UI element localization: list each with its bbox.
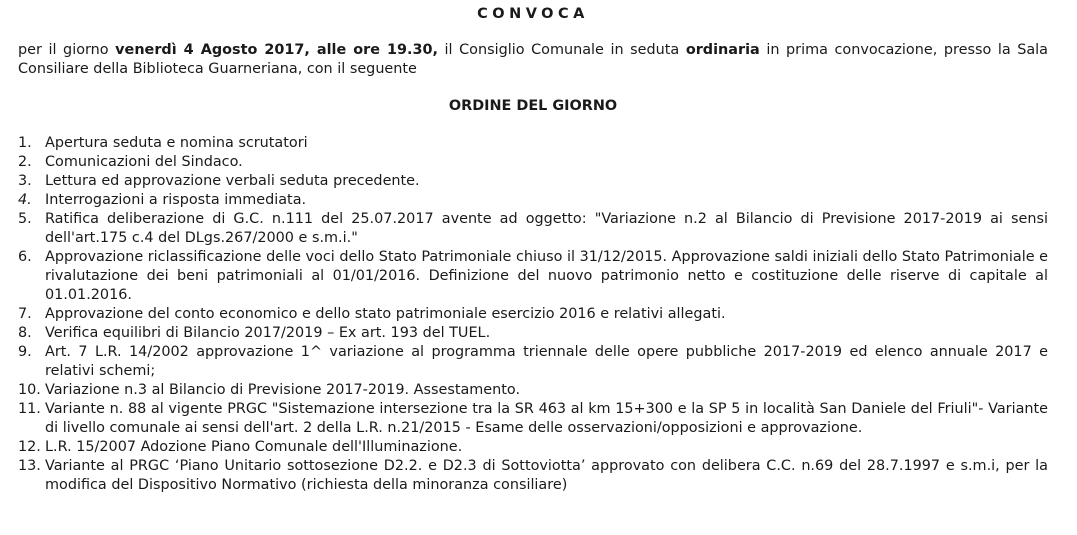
intro-text-2: il Consiglio Comunale in seduta — [437, 42, 686, 58]
agenda-item — [18, 191, 1048, 210]
agenda-item-number: 6. — [18, 249, 32, 265]
agenda-item-number: 11. — [18, 401, 41, 417]
agenda-item — [18, 343, 1048, 381]
agenda-item-number: 13. — [18, 458, 41, 474]
agenda-item-number: 8. — [18, 325, 32, 341]
agenda-item-number: 7. — [18, 306, 32, 322]
agenda-item-text: Verifica equilibri di Bilancio 2017/2019 – Ex art. 193 del TUEL. — [45, 325, 491, 341]
document-title: CONVOCA — [477, 6, 589, 22]
agenda-item-text: Ratifica deliberazione di G.C. n.111 del 25.07.2017 avente ad oggetto: "Variazione n.2 al Bilancio di Previsione 2017-2019 ai sensi dell'art.175 c.4 del DLgs.267/2000 e s.m.i." — [45, 211, 1048, 246]
agenda-item — [18, 305, 1048, 324]
agenda-item — [18, 248, 1048, 305]
agenda-item-number: 5. — [18, 211, 32, 227]
intro-text-1: per il giorno — [18, 42, 116, 58]
intro-text-3: in prima convocazione, presso la Sala Consiliare della Biblioteca Guarneriana, con il seguente — [18, 42, 1048, 77]
agenda-item-text: Variante al PRGC ‘Piano Unitario sottosezione D2.2. e D2.3 di Sottoviotta’ approvato con delibera C.C. n.69 del 28.7.1997 e s.m.i, per la modifica del Dispositivo Normativo (richiesta della minoranza consiliare) — [45, 458, 1048, 493]
agenda-item-text: Variante n. 88 al vigente PRGC "Sistemazione intersezione tra la SR 463 al km 15+300 e la SP 5 in località San Daniele del Friuli"- Variante di livello comunale ai sensi dell'art. 2 della L.R. n.21/2015 - Esame delle osservazioni/opposizioni e approvazione. — [45, 401, 1048, 436]
agenda-item — [18, 400, 1048, 438]
agenda-item-number: 2. — [18, 154, 32, 170]
agenda-item-number: 10. — [18, 382, 41, 398]
convocation-paragraph — [18, 41, 1048, 79]
agenda-item-number: 12. — [18, 439, 41, 455]
agenda-heading: ORDINE DEL GIORNO — [448, 98, 618, 114]
agenda-item-number: 4. — [18, 192, 32, 208]
agenda-item-number: 9. — [18, 344, 32, 360]
session-type: ordinaria — [685, 42, 760, 58]
meeting-date-time: venerdì 4 Agosto 2017, alle ore 19.30, — [115, 42, 438, 58]
agenda-item — [18, 438, 1048, 457]
agenda-item — [18, 381, 1048, 400]
agenda-item — [18, 324, 1048, 343]
agenda-item-number: 1. — [18, 135, 32, 151]
agenda-item — [18, 172, 1048, 191]
agenda-item-text: Variazione n.3 al Bilancio di Previsione 2017-2019. Assestamento. — [45, 382, 521, 398]
agenda-item — [18, 153, 1048, 172]
agenda-list — [18, 134, 1048, 495]
agenda-item-text: Comunicazioni del Sindaco. — [45, 154, 243, 170]
agenda-item-text: Approvazione del conto economico e dello stato patrimoniale esercizio 2016 e relativi allegati. — [45, 306, 726, 322]
agenda-item-text: Art. 7 L.R. 14/2002 approvazione 1^ variazione al programma triennale delle opere pubbliche 2017-2019 ed elenco annuale 2017 e relativi schemi; — [45, 344, 1048, 379]
agenda-item — [18, 457, 1048, 495]
agenda-item-text: Lettura ed approvazione verbali seduta precedente. — [45, 173, 420, 189]
agenda-item — [18, 134, 1048, 153]
agenda-item-number: 3. — [18, 173, 32, 189]
agenda-item-text: Apertura seduta e nomina scrutatori — [45, 135, 308, 151]
agenda-item-text: Interrogazioni a risposta immediata. — [45, 192, 307, 208]
agenda-item-text: L.R. 15/2007 Adozione Piano Comunale dell'Illuminazione. — [45, 439, 463, 455]
agenda-item-text: Approvazione riclassificazione delle voci dello Stato Patrimoniale chiuso il 31/12/2015. Approvazione saldi iniziali dello Stato Patrimoniale e rivalutazione dei beni patrimoniali al 01/01/2016. Definizione del nuovo patrimonio netto e costituzione delle riserve di capitale al 01.01.2016. — [45, 249, 1048, 303]
document-page — [18, 0, 1048, 495]
agenda-item — [18, 210, 1048, 248]
